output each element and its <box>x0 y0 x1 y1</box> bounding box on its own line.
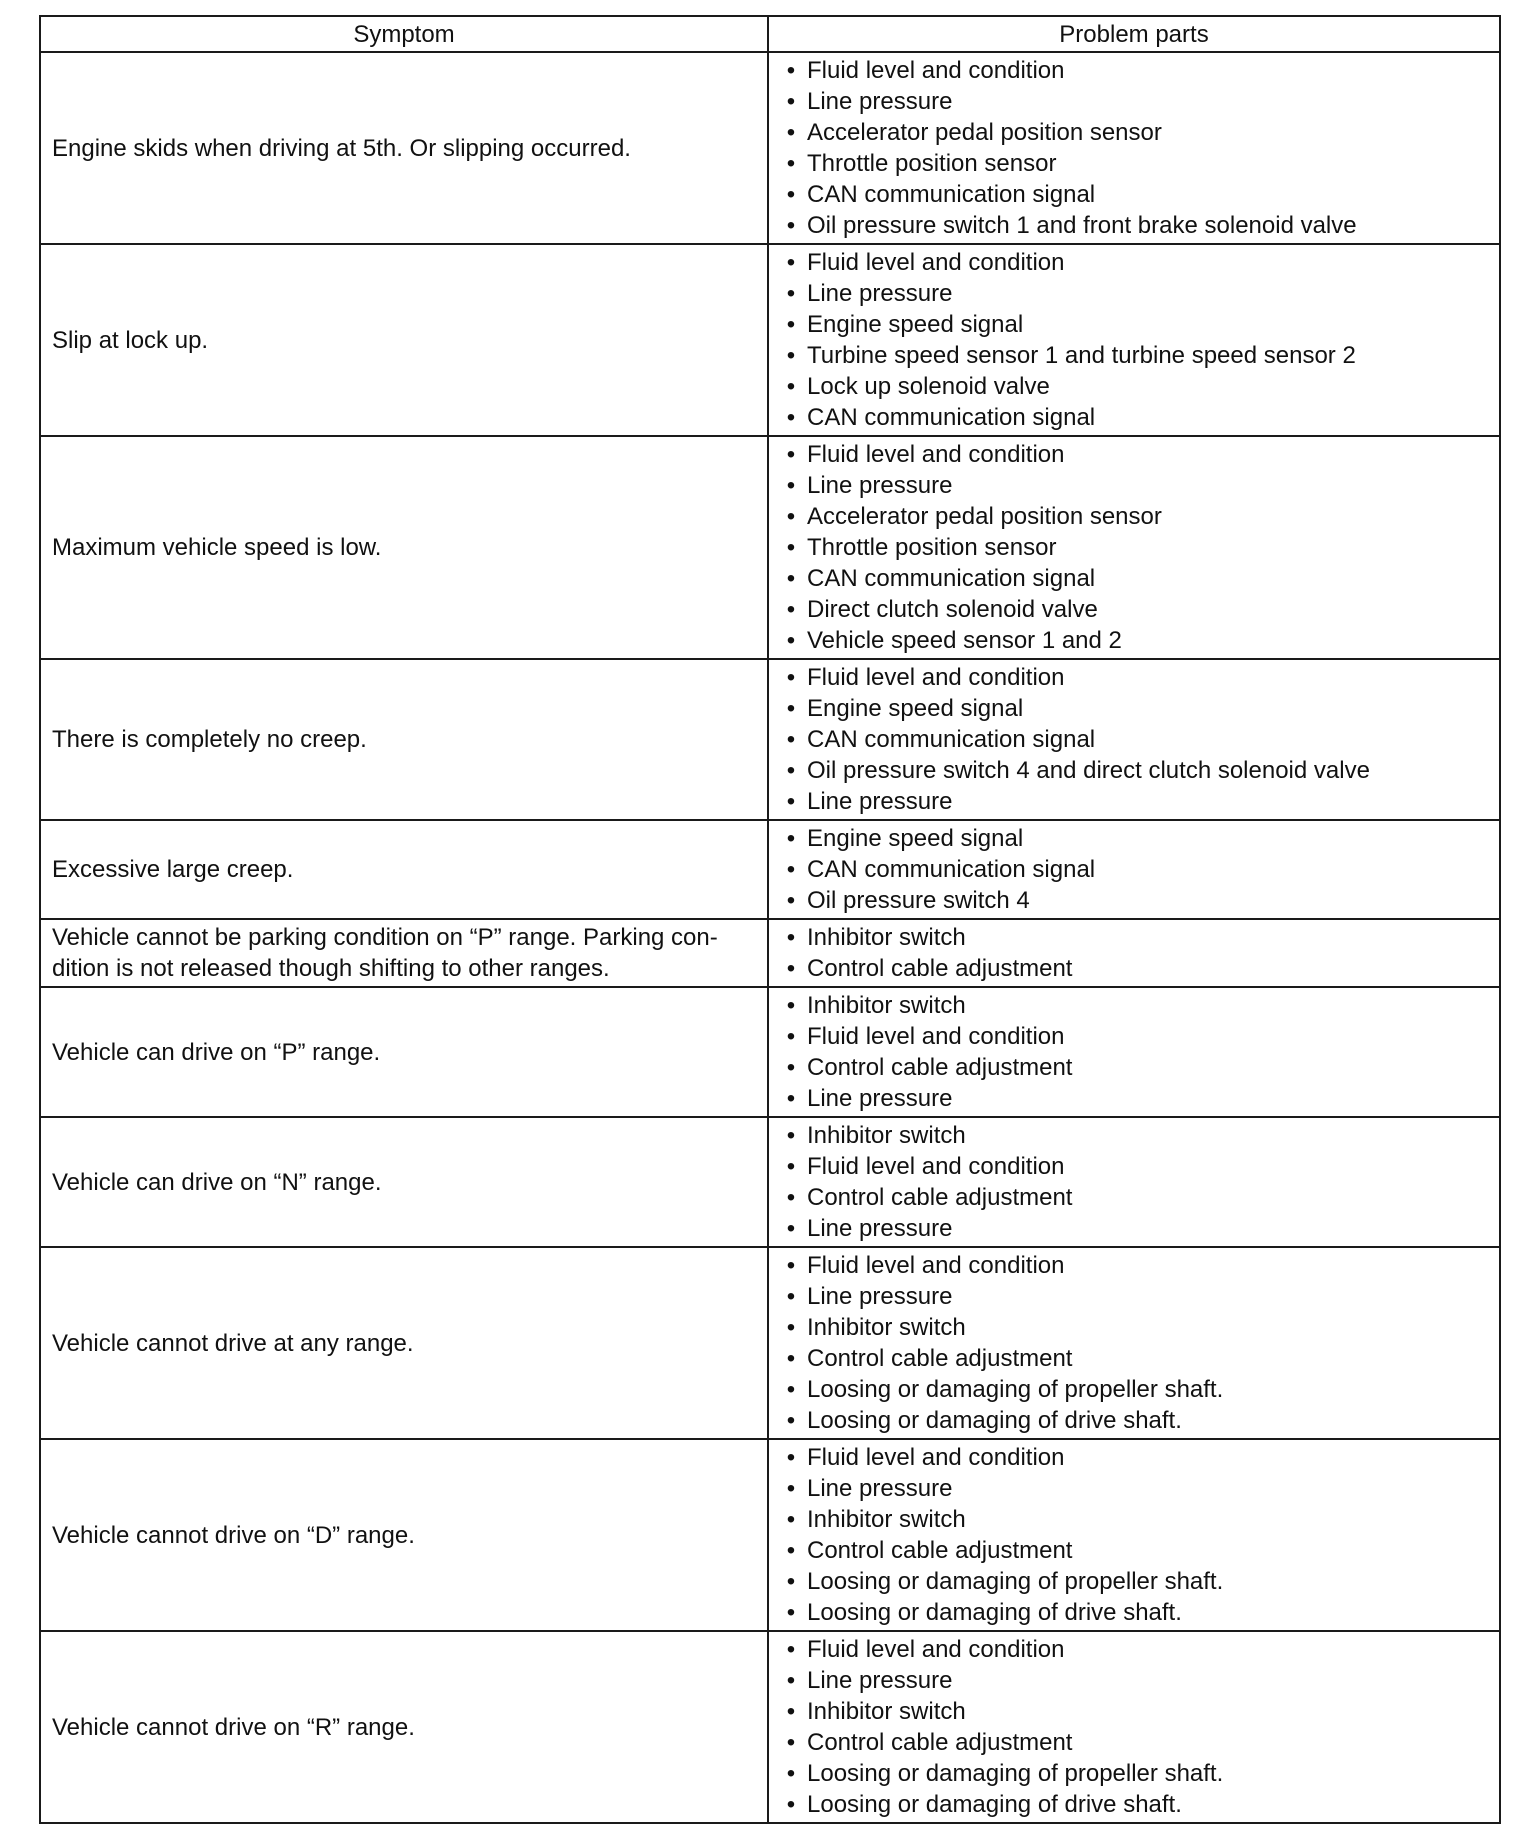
list-item <box>780 1151 1491 1182</box>
problem-part-text: CAN communication signal <box>807 726 1096 753</box>
problem-part-text: Lock up solenoid valve <box>807 373 1050 400</box>
symptom-cell <box>40 1247 768 1439</box>
problem-part-text: Line pressure <box>807 1085 953 1112</box>
bullet-icon: • <box>786 1444 796 1471</box>
bullet-icon: • <box>786 1760 796 1787</box>
symptom-text: Vehicle cannot drive on “R” range. <box>52 1713 415 1741</box>
problem-parts-cell <box>768 1439 1500 1631</box>
list-item <box>780 179 1491 210</box>
table-row <box>40 1247 1500 1439</box>
list-item <box>780 1182 1491 1213</box>
list-item <box>780 55 1491 86</box>
list-item <box>780 148 1491 179</box>
list-item <box>780 922 1491 953</box>
bullet-icon: • <box>786 887 796 914</box>
bullet-icon: • <box>786 212 796 239</box>
list-item <box>780 1665 1491 1696</box>
bullet-icon: • <box>786 57 796 84</box>
list-item <box>780 1789 1491 1820</box>
problem-part-text: CAN communication signal <box>807 181 1096 208</box>
list-item <box>780 1566 1491 1597</box>
symptom-cell <box>40 1439 768 1631</box>
bullet-icon: • <box>786 1153 796 1180</box>
problem-part-text: Accelerator pedal position sensor <box>807 503 1162 530</box>
problem-part-text: Throttle position sensor <box>807 534 1057 561</box>
problem-part-text: Inhibitor switch <box>807 1122 966 1149</box>
bullet-icon: • <box>786 726 796 753</box>
bullet-icon: • <box>786 472 796 499</box>
symptom-cell <box>40 919 768 987</box>
problem-part-text: Fluid level and condition <box>807 664 1065 691</box>
bullet-icon: • <box>786 1252 796 1279</box>
list-item <box>780 1442 1491 1473</box>
symptom-cell <box>40 659 768 820</box>
problem-part-text: Inhibitor switch <box>807 924 966 951</box>
problem-part-text: Loosing or damaging of drive shaft. <box>807 1791 1182 1818</box>
symptom-text-line: dition is not released though shifting to other ranges. <box>52 955 610 982</box>
bullet-icon: • <box>786 503 796 530</box>
problem-part-text: Control cable adjustment <box>807 1729 1073 1756</box>
list-item <box>780 854 1491 885</box>
bullet-icon: • <box>786 1506 796 1533</box>
problem-part-text: Loosing or damaging of propeller shaft. <box>807 1568 1224 1595</box>
problem-part-text: Engine speed signal <box>807 311 1024 338</box>
problem-part-text: Turbine speed sensor 1 and turbine speed sensor 2 <box>807 342 1356 369</box>
list-item <box>780 278 1491 309</box>
problem-part-text: Direct clutch solenoid valve <box>807 596 1098 623</box>
problem-part-text: Fluid level and condition <box>807 1023 1065 1050</box>
bullet-icon: • <box>786 441 796 468</box>
bullet-icon: • <box>786 1215 796 1242</box>
problem-parts-list <box>780 922 1491 984</box>
bullet-icon: • <box>786 1184 796 1211</box>
problem-part-text: Line pressure <box>807 88 953 115</box>
table-row <box>40 244 1500 436</box>
list-item <box>780 755 1491 786</box>
list-item <box>780 1758 1491 1789</box>
list-item <box>780 1213 1491 1244</box>
bullet-icon: • <box>786 1636 796 1663</box>
symptom-text: Maximum vehicle speed is low. <box>52 534 382 561</box>
list-item <box>780 402 1491 433</box>
header-row <box>40 16 1500 52</box>
bullet-icon: • <box>786 342 796 369</box>
problem-part-text: CAN communication signal <box>807 856 1096 883</box>
list-item <box>780 501 1491 532</box>
problem-part-text: Fluid level and condition <box>807 1252 1065 1279</box>
bullet-icon: • <box>786 1537 796 1564</box>
problem-part-text: Fluid level and condition <box>807 57 1065 84</box>
bullet-icon: • <box>786 280 796 307</box>
problem-parts-cell <box>768 1247 1500 1439</box>
problem-part-text: Fluid level and condition <box>807 1636 1065 1663</box>
problem-parts-list <box>780 1120 1491 1244</box>
list-item <box>780 693 1491 724</box>
list-item <box>780 990 1491 1021</box>
bullet-icon: • <box>786 1376 796 1403</box>
problem-parts-cell <box>768 987 1500 1117</box>
list-item <box>780 1504 1491 1535</box>
list-item <box>780 1727 1491 1758</box>
bullet-icon: • <box>786 404 796 431</box>
symptom-text: Vehicle cannot drive on “D” range. <box>52 1521 415 1549</box>
list-item <box>780 470 1491 501</box>
list-item <box>780 724 1491 755</box>
list-item <box>780 532 1491 563</box>
symptom-text: Slip at lock up. <box>52 326 209 354</box>
problem-part-text: Throttle position sensor <box>807 150 1057 177</box>
list-item <box>780 594 1491 625</box>
list-item <box>780 823 1491 854</box>
table-row <box>40 1439 1500 1631</box>
bullet-icon: • <box>786 119 796 146</box>
problem-part-text: Control cable adjustment <box>807 1054 1073 1081</box>
list-item <box>780 1312 1491 1343</box>
bullet-icon: • <box>786 856 796 883</box>
list-item <box>780 1021 1491 1052</box>
symptom-cell <box>40 1631 768 1823</box>
problem-parts-list <box>780 662 1491 817</box>
problem-part-text: Line pressure <box>807 1475 953 1502</box>
problem-part-text: Inhibitor switch <box>807 992 966 1019</box>
problem-part-text: Line pressure <box>807 1283 953 1310</box>
problem-part-text: Accelerator pedal position sensor <box>807 119 1162 146</box>
table-header <box>40 16 1500 52</box>
list-item <box>780 1250 1491 1281</box>
problem-part-text: Line pressure <box>807 280 953 307</box>
problem-parts-cell <box>768 659 1500 820</box>
problem-part-text: Oil pressure switch 4 and direct clutch solenoid valve <box>807 757 1370 784</box>
symptom-cell <box>40 436 768 659</box>
symptom-text-line: Vehicle cannot be parking condition on “P” range. Parking con- <box>52 924 718 951</box>
bullet-icon: • <box>786 88 796 115</box>
problem-parts-list <box>780 439 1491 656</box>
bullet-icon: • <box>786 1314 796 1341</box>
problem-part-text: Inhibitor switch <box>807 1314 966 1341</box>
problem-part-text: Inhibitor switch <box>807 1698 966 1725</box>
problem-part-text: Engine speed signal <box>807 695 1024 722</box>
bullet-icon: • <box>786 1345 796 1372</box>
problem-parts-list <box>780 247 1491 433</box>
symptom-column-header: Symptom <box>40 16 768 52</box>
symptom-text: Vehicle can drive on “N” range. <box>52 1168 382 1196</box>
problem-part-text: Fluid level and condition <box>807 1153 1065 1180</box>
bullet-icon: • <box>786 373 796 400</box>
bullet-icon: • <box>786 1729 796 1756</box>
table-row <box>40 1631 1500 1823</box>
problem-parts-cell <box>768 919 1500 987</box>
bullet-icon: • <box>786 1599 796 1626</box>
list-item <box>780 117 1491 148</box>
bullet-icon: • <box>786 311 796 338</box>
problem-parts-cell <box>768 436 1500 659</box>
symptom-cell <box>40 1117 768 1247</box>
list-item <box>780 1535 1491 1566</box>
list-item <box>780 1374 1491 1405</box>
bullet-icon: • <box>786 1122 796 1149</box>
bullet-icon: • <box>786 565 796 592</box>
list-item <box>780 662 1491 693</box>
bullet-icon: • <box>786 1568 796 1595</box>
table-row <box>40 659 1500 820</box>
problem-parts-cell <box>768 820 1500 919</box>
symptom-table <box>39 15 1501 1824</box>
bullet-icon: • <box>786 695 796 722</box>
bullet-icon: • <box>786 924 796 951</box>
list-item <box>780 1473 1491 1504</box>
bullet-icon: • <box>786 596 796 623</box>
problem-part-text: Fluid level and condition <box>807 1444 1065 1471</box>
symptom-cell <box>40 820 768 919</box>
bullet-icon: • <box>786 825 796 852</box>
problem-part-text: Loosing or damaging of propeller shaft. <box>807 1376 1224 1403</box>
bullet-icon: • <box>786 627 796 654</box>
bullet-icon: • <box>786 992 796 1019</box>
list-item <box>780 1120 1491 1151</box>
problem-part-text: Control cable adjustment <box>807 1345 1073 1372</box>
list-item <box>780 210 1491 241</box>
problem-parts-cell <box>768 1631 1500 1823</box>
table-row <box>40 436 1500 659</box>
list-item <box>780 1281 1491 1312</box>
problem-part-text: Control cable adjustment <box>807 955 1073 982</box>
bullet-icon: • <box>786 249 796 276</box>
list-item <box>780 309 1491 340</box>
problem-parts-cell <box>768 52 1500 244</box>
problem-part-text: Loosing or damaging of drive shaft. <box>807 1407 1182 1434</box>
bullet-icon: • <box>786 1283 796 1310</box>
list-item <box>780 371 1491 402</box>
bullet-icon: • <box>786 1791 796 1818</box>
list-item <box>780 340 1491 371</box>
bullet-icon: • <box>786 150 796 177</box>
problem-parts-list <box>780 990 1491 1114</box>
symptom-text: Vehicle can drive on “P” range. <box>52 1038 381 1066</box>
bullet-icon: • <box>786 1407 796 1434</box>
problem-parts-list <box>780 1250 1491 1436</box>
list-item <box>780 1634 1491 1665</box>
table-row <box>40 1117 1500 1247</box>
bullet-icon: • <box>786 1023 796 1050</box>
problem-part-text: Oil pressure switch 4 <box>807 887 1030 914</box>
list-item <box>780 1052 1491 1083</box>
symptom-text: Engine skids when driving at 5th. Or slipping occurred. <box>52 134 631 162</box>
symptom-text: There is completely no creep. <box>52 726 367 753</box>
problem-part-text: Line pressure <box>807 788 953 815</box>
problem-parts-column-header: Problem parts <box>768 16 1500 52</box>
symptom-text: Vehicle cannot drive at any range. <box>52 1329 414 1357</box>
problem-parts-list <box>780 1634 1491 1820</box>
list-item <box>780 86 1491 117</box>
problem-parts-cell <box>768 1117 1500 1247</box>
problem-part-text: CAN communication signal <box>807 565 1096 592</box>
problem-part-text: Engine speed signal <box>807 825 1024 852</box>
list-item <box>780 625 1491 656</box>
list-item <box>780 1343 1491 1374</box>
list-item <box>780 1696 1491 1727</box>
list-item <box>780 247 1491 278</box>
problem-part-text: Oil pressure switch 1 and front brake solenoid valve <box>807 212 1357 239</box>
list-item <box>780 953 1491 984</box>
list-item <box>780 1597 1491 1628</box>
list-item <box>780 563 1491 594</box>
problem-part-text: CAN communication signal <box>807 404 1096 431</box>
list-item <box>780 1083 1491 1114</box>
list-item <box>780 1405 1491 1436</box>
bullet-icon: • <box>786 1054 796 1081</box>
list-item <box>780 786 1491 817</box>
problem-part-text: Line pressure <box>807 1215 953 1242</box>
table-row <box>40 820 1500 919</box>
bullet-icon: • <box>786 181 796 208</box>
symptom-cell <box>40 987 768 1117</box>
problem-parts-cell <box>768 244 1500 436</box>
bullet-icon: • <box>786 757 796 784</box>
problem-parts-list <box>780 55 1491 241</box>
problem-part-text: Inhibitor switch <box>807 1506 966 1533</box>
table-row <box>40 987 1500 1117</box>
problem-part-text: Line pressure <box>807 472 953 499</box>
table-body <box>40 52 1500 1823</box>
table-row <box>40 52 1500 244</box>
problem-part-text: Loosing or damaging of propeller shaft. <box>807 1760 1224 1787</box>
list-item <box>780 885 1491 916</box>
bullet-icon: • <box>786 1475 796 1502</box>
bullet-icon: • <box>786 788 796 815</box>
problem-part-text: Fluid level and condition <box>807 249 1065 276</box>
symptom-cell <box>40 244 768 436</box>
bullet-icon: • <box>786 664 796 691</box>
document-page <box>39 15 1499 1824</box>
problem-parts-list <box>780 823 1491 916</box>
problem-part-text: Line pressure <box>807 1667 953 1694</box>
bullet-icon: • <box>786 1667 796 1694</box>
table-row <box>40 919 1500 987</box>
problem-part-text: Vehicle speed sensor 1 and 2 <box>807 627 1122 654</box>
problem-part-text: Fluid level and condition <box>807 441 1065 468</box>
problem-part-text: Control cable adjustment <box>807 1184 1073 1211</box>
list-item <box>780 439 1491 470</box>
bullet-icon: • <box>786 955 796 982</box>
symptom-text: Excessive large creep. <box>52 856 294 883</box>
problem-part-text: Loosing or damaging of drive shaft. <box>807 1599 1182 1626</box>
bullet-icon: • <box>786 534 796 561</box>
problem-parts-list <box>780 1442 1491 1628</box>
bullet-icon: • <box>786 1698 796 1725</box>
problem-part-text: Control cable adjustment <box>807 1537 1073 1564</box>
symptom-cell <box>40 52 768 244</box>
bullet-icon: • <box>786 1085 796 1112</box>
